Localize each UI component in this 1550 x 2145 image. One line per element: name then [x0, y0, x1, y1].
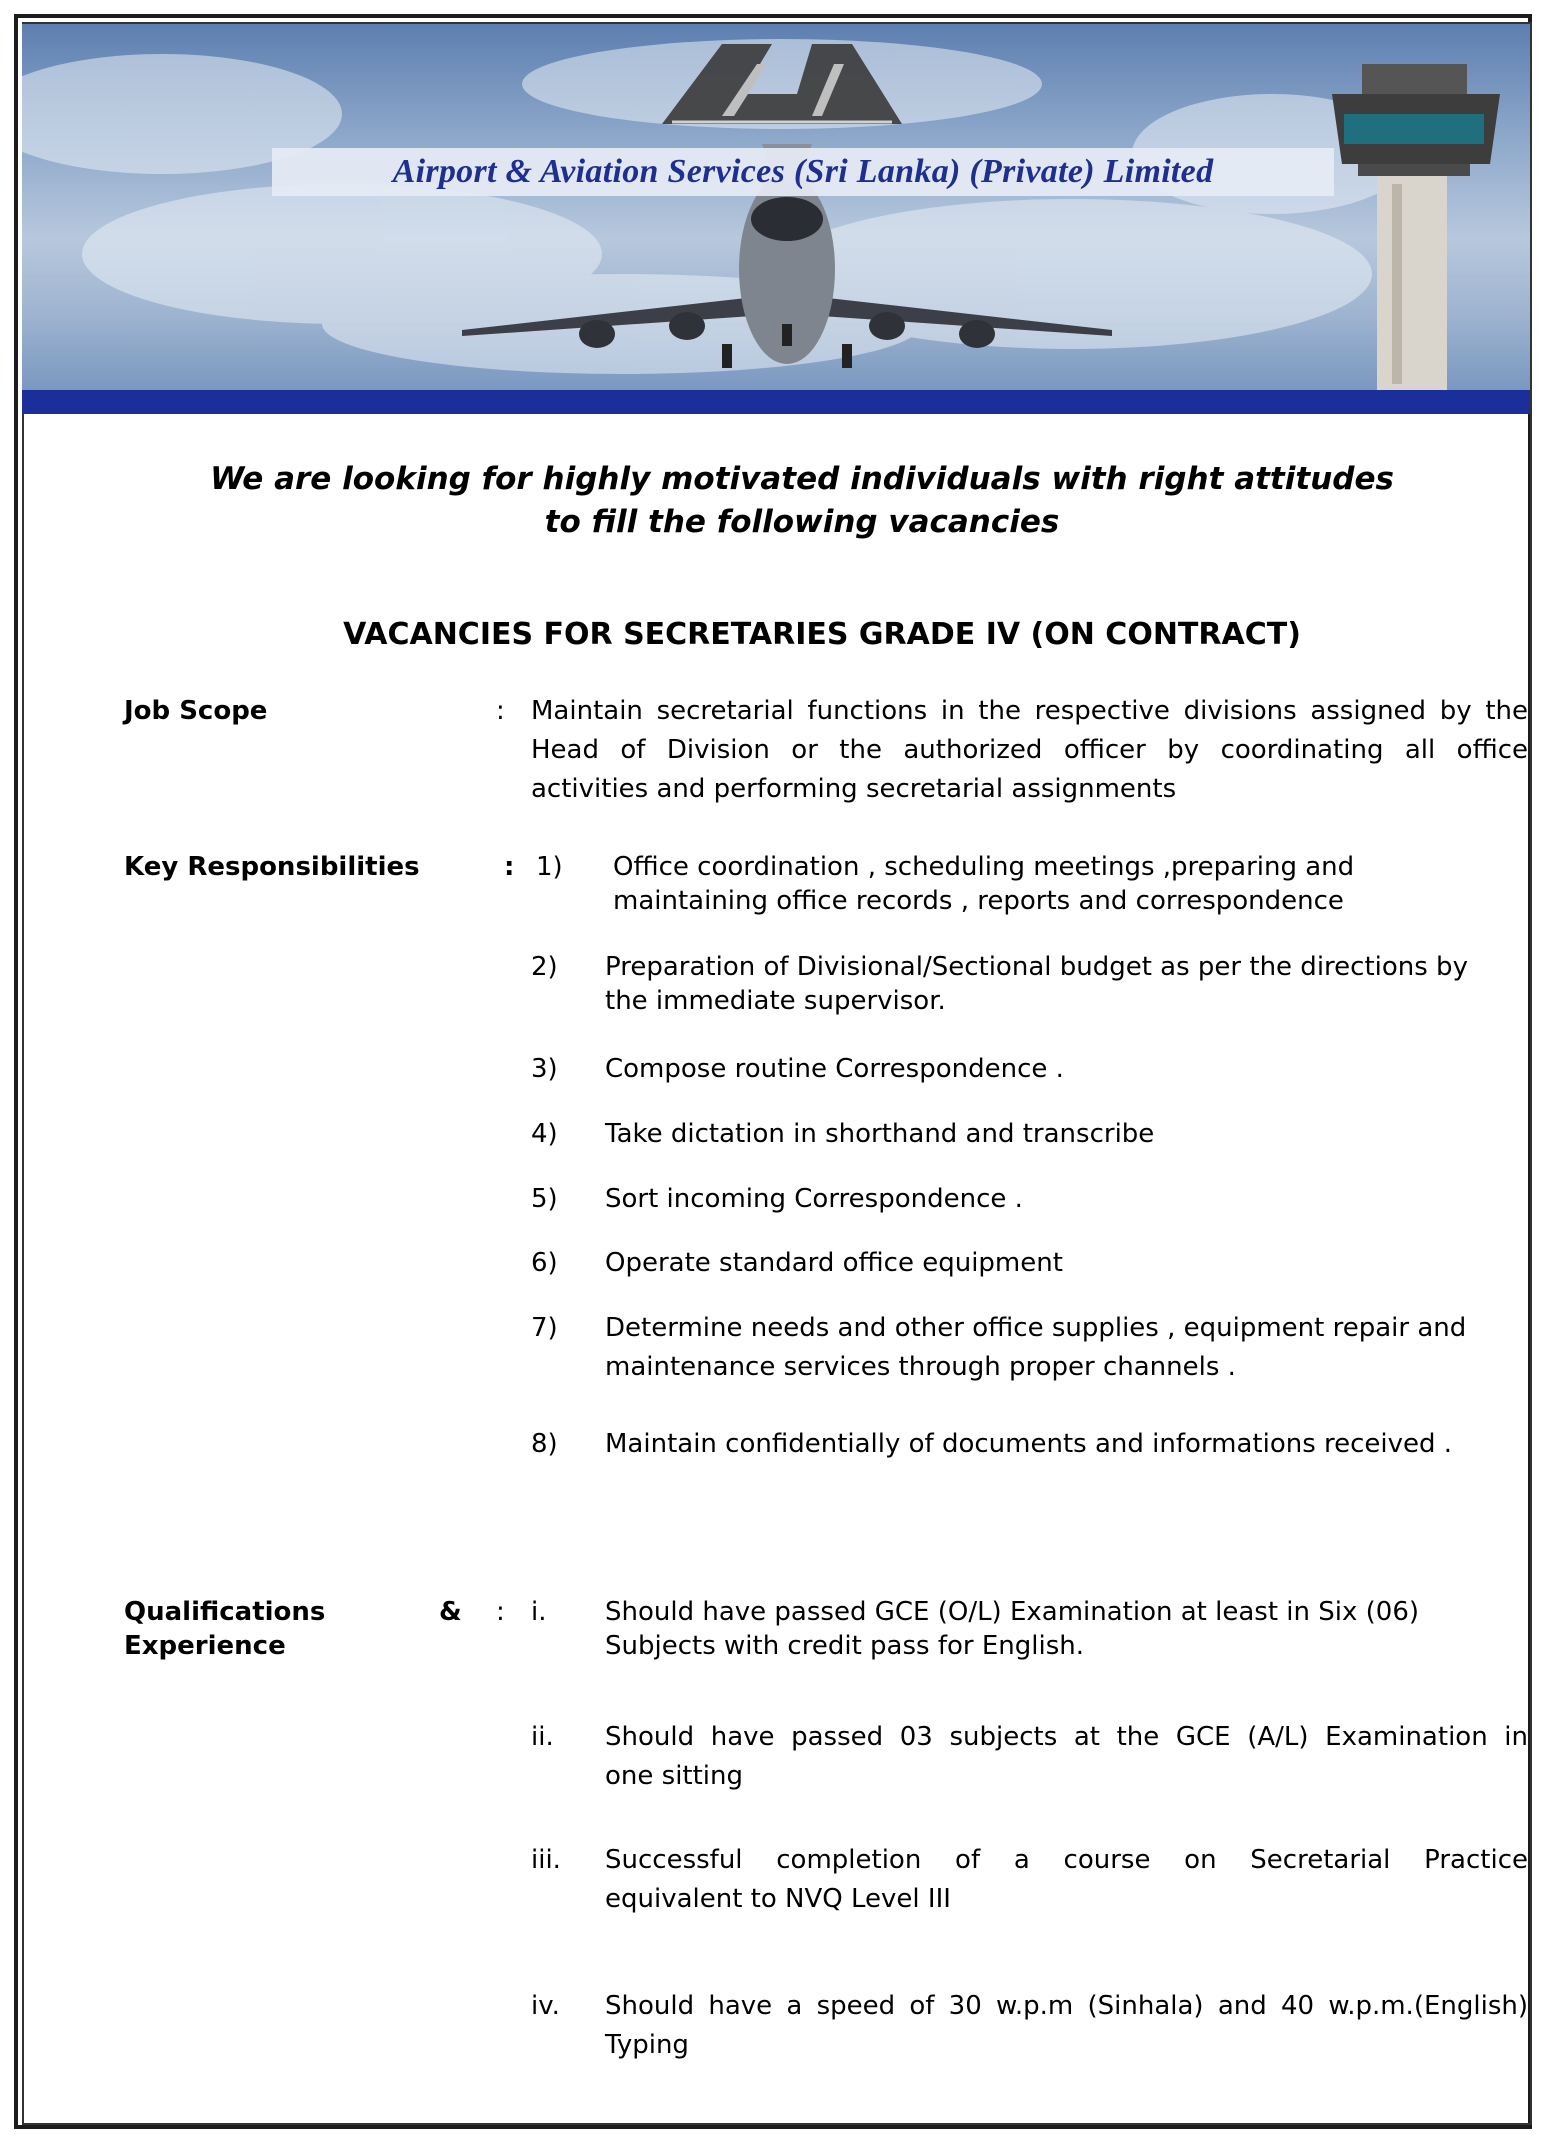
responsibility-item — [605, 950, 1528, 1018]
qualification-number: i. — [531, 1597, 547, 1627]
responsibility-line: the immediate supervisor. — [605, 986, 946, 1016]
qualification-item — [605, 1718, 1528, 1796]
experience-label: Experience — [124, 1631, 286, 1661]
responsibility-item: Maintain confidentially of documents and informations received . — [605, 1429, 1453, 1459]
qualification-item — [605, 1595, 1528, 1663]
responsibility-item — [613, 850, 1528, 918]
responsibility-number: 2) — [531, 952, 558, 982]
qualification-line: Successful completion of a course on Secretarial Practice — [605, 1845, 1528, 1875]
responsibility-line: maintaining office records , reports and correspondence — [613, 886, 1344, 916]
qualification-number: iv. — [531, 1991, 560, 2021]
responsibility-number: 3) — [531, 1054, 558, 1084]
key-responsibilities-colon: : — [504, 852, 515, 882]
responsibility-item: Compose routine Correspondence . — [605, 1054, 1064, 1084]
responsibility-number: 4) — [531, 1119, 558, 1149]
qualification-number: ii. — [531, 1722, 554, 1752]
headline-line-2: to fill the following vacancies — [544, 504, 1060, 540]
responsibility-item — [605, 1309, 1528, 1387]
responsibility-line: maintenance services through proper channels . — [605, 1352, 1236, 1382]
responsibility-number: 5) — [531, 1184, 558, 1214]
job-scope-text — [531, 692, 1528, 809]
qualification-line: one sitting — [605, 1761, 744, 1791]
qualification-item — [605, 1841, 1528, 1919]
key-responsibilities-label: Key Responsibilities — [124, 852, 420, 882]
headline-line-1: We are looking for highly motivated individuals with right attitudes — [210, 461, 1394, 497]
responsibility-item: Sort incoming Correspondence . — [605, 1184, 1023, 1214]
responsibility-number: 1) — [536, 852, 563, 882]
banner-blue-bar — [22, 390, 1530, 414]
job-scope-line: Head of Division or the authorized officer by coordinating all office — [531, 735, 1528, 765]
company-name: Airport & Aviation Services (Sri Lanka) (Private) Limited — [272, 148, 1334, 196]
responsibility-item: Operate standard office equipment — [605, 1248, 1063, 1278]
header-banner — [22, 24, 1530, 414]
responsibility-number: 6) — [531, 1248, 558, 1278]
responsibility-line: Preparation of Divisional/Sectional budget as per the directions by — [605, 952, 1468, 982]
job-scope-line: Maintain secretarial functions in the respective divisions assigned by the — [531, 696, 1528, 726]
responsibility-line: Office coordination , scheduling meetings ,preparing and — [613, 852, 1355, 882]
qualification-number: iii. — [531, 1845, 561, 1875]
qualifications-colon: : — [496, 1597, 505, 1627]
vacancy-title: VACANCIES FOR SECRETARIES GRADE IV (ON CONTRACT) — [343, 617, 1301, 652]
responsibility-line: Determine needs and other office supplies , equipment repair and — [605, 1313, 1467, 1343]
qualification-line: Should have passed GCE (O/L) Examination at least in Six (06) — [605, 1597, 1420, 1627]
qualification-line: equivalent to NVQ Level III — [605, 1884, 951, 1914]
responsibility-number: 7) — [531, 1313, 558, 1343]
job-scope-line: activities and performing secretarial assignments — [531, 774, 1177, 804]
responsibility-number: 8) — [531, 1429, 558, 1459]
job-scope-label: Job Scope — [124, 696, 268, 726]
qualification-line: Subjects with credit pass for English. — [605, 1631, 1084, 1661]
qualification-item — [605, 1987, 1528, 2065]
headline — [22, 458, 1550, 544]
qualifications-ampersand: & — [439, 1597, 462, 1627]
banner-illustration — [22, 24, 1530, 414]
qualification-line: Should have passed 03 subjects at the GCE (A/L) Examination in — [605, 1722, 1528, 1752]
responsibility-item: Take dictation in shorthand and transcribe — [605, 1119, 1155, 1149]
job-scope-colon: : — [496, 696, 505, 726]
qualification-line: Typing — [605, 2030, 689, 2060]
qualifications-label: Qualifications — [124, 1597, 326, 1627]
control-tower-icon — [1332, 64, 1500, 394]
qualification-line: Should have a speed of 30 w.p.m (Sinhala) and 40 w.p.m.(English) — [605, 1991, 1528, 2021]
